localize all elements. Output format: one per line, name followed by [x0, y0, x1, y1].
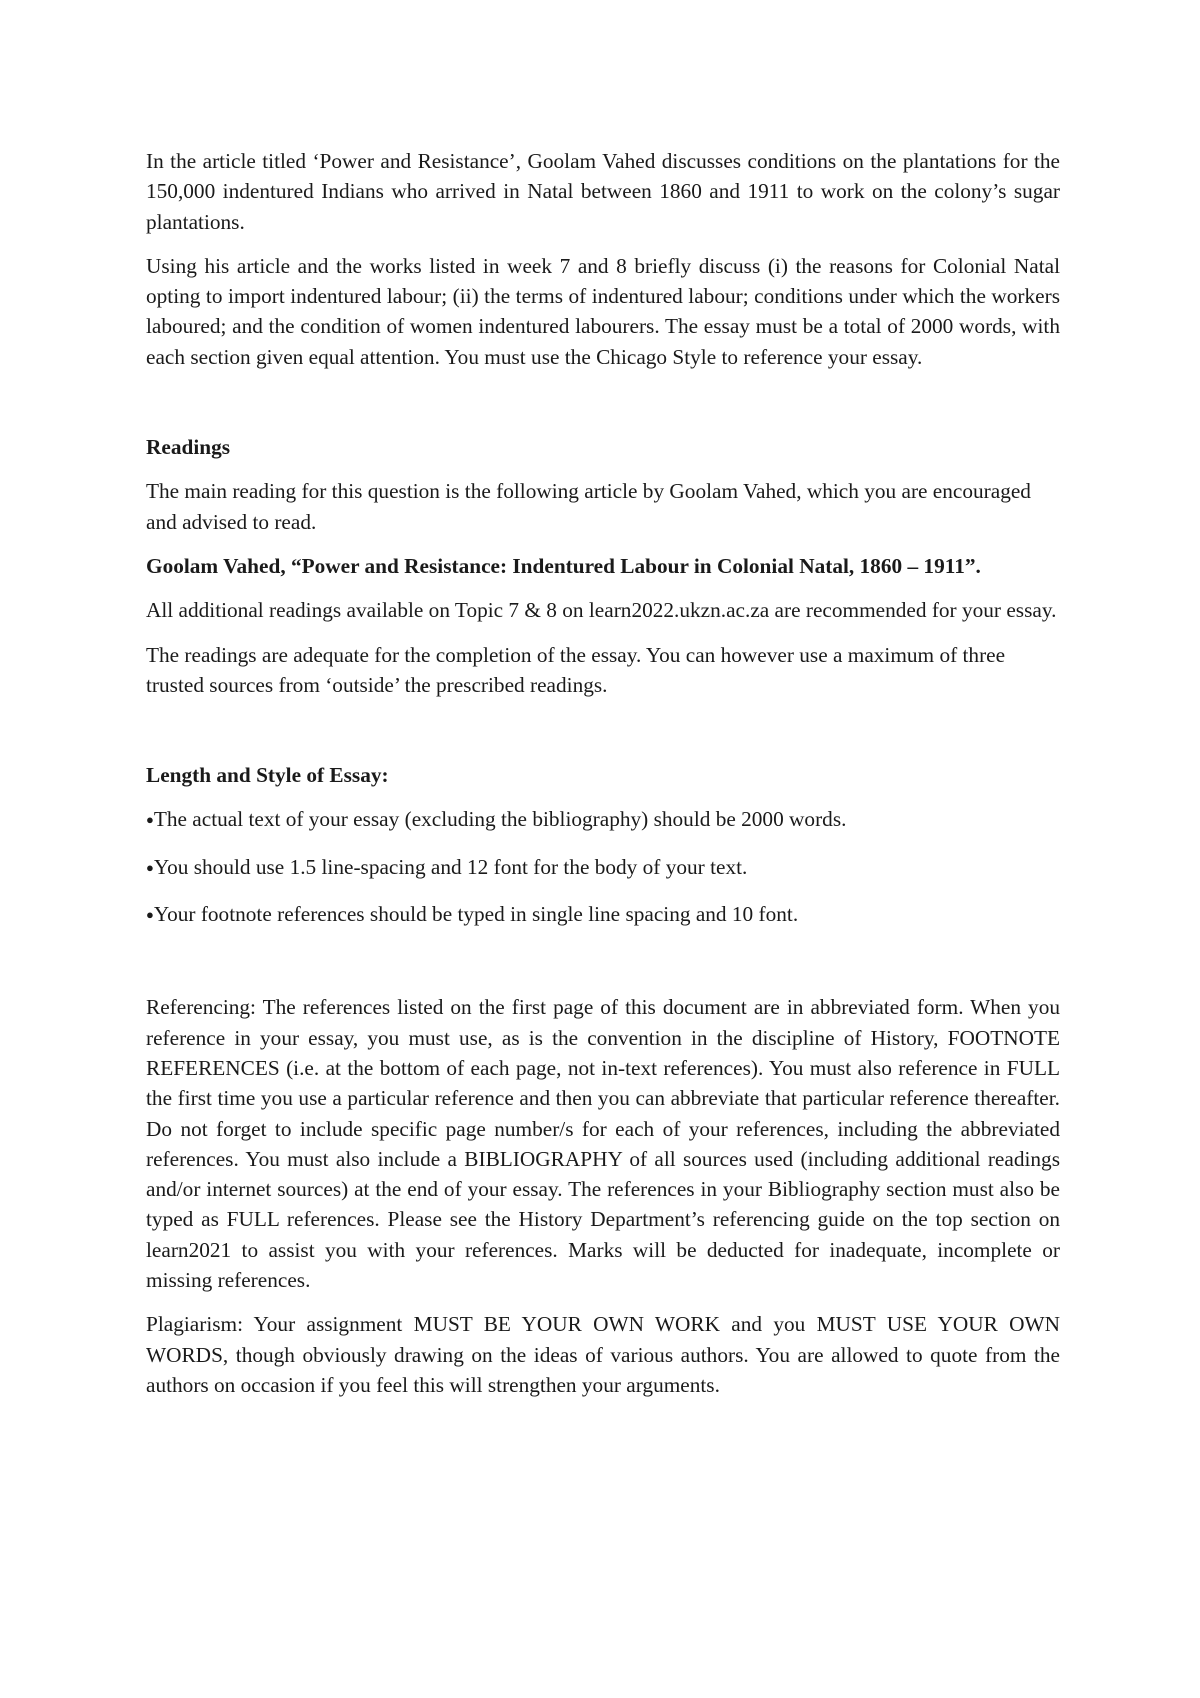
readings-heading: Readings: [146, 435, 231, 460]
referencing-paragraph: Referencing: The references listed on the first page of this document are in abbreviated form. When you reference in your essay, you must use, as is the convention in the discipline of History, FOOTNOTE REFERENCES (i.e. at the bottom of each page, not in-text references). You must also reference in FULL the first time you use a particular reference and then you can abbreviate that particular reference thereafter. Do not forget to include specific page number/s for each of your references, including the abbreviated references. You must also include a BIBLIOGRAPHY of all sources used (including additional readings and/or internet sources) at the end of your essay. The references in your Bibliography section must also be typed as FULL references. Please see the History Department’s referencing guide on the top section on learn2021 to assist you with your references. Marks will be deducted for inadequate, incomplete or missing references.: [146, 995, 1060, 1293]
bullet-item: [146, 899, 1060, 932]
intro-paragraph-1: In the article titled ‘Power and Resistance’, Goolam Vahed discusses conditions on the plantations for the 150,000 indentured Indians who arrived in Natal between 1860 and 1911 to work on the colony’s sugar plantations.: [146, 149, 1060, 234]
readings-paragraph-1: The main reading for this question is the following article by Goolam Vahed, which you are encouraged and advised to read.: [146, 479, 1031, 534]
main-reading-citation: Goolam Vahed, “Power and Resistance: Indentured Labour in Colonial Natal, 1860 – 1911”.: [146, 553, 981, 578]
readings-paragraph-3: The readings are adequate for the completion of the essay. You can however use a maximum of three trusted sources from ‘outside’ the prescribed readings.: [146, 642, 1006, 697]
section-spacer: [146, 946, 1060, 992]
bullet-icon: ●: [146, 907, 154, 923]
readings-paragraph-2: All additional readings available on Topic 7 & 8 on learn2022.ukzn.ac.za are recommended for your essay.: [146, 598, 1057, 623]
length-style-heading: Length and Style of Essay:: [146, 763, 389, 788]
bullet-item: [146, 852, 1060, 885]
bullet-icon: ●: [146, 812, 154, 828]
bullet-icon: ●: [146, 859, 154, 875]
bullet-text: You should use 1.5 line-spacing and 12 font for the body of your text.: [153, 854, 748, 879]
intro-paragraph-2: Using his article and the works listed in week 7 and 8 briefly discuss (i) the reasons for Colonial Natal opting to import indentured labour; (ii) the terms of indentured labour; conditions under which the workers laboured; and the condition of women indentured labourers. The essay must be a total of 2000 words, with each section given equal attention. You must use the Chicago Style to reference your essay.: [146, 253, 1060, 369]
bullet-item: [146, 804, 1060, 837]
bullet-text: The actual text of your essay (excluding the bibliography) should be 2000 words.: [153, 807, 847, 832]
bullet-text: Your footnote references should be typed in single line spacing and 10 font.: [153, 902, 799, 927]
section-spacer: [146, 714, 1060, 760]
section-spacer: [146, 386, 1060, 432]
document-body: [146, 146, 1060, 1414]
plagiarism-paragraph: Plagiarism: Your assignment MUST BE YOUR OWN WORK and you MUST USE YOUR OWN WORDS, though obviously drawing on the ideas of various authors. You are allowed to quote from the authors on occasion if you feel this will strengthen your arguments.: [146, 1312, 1060, 1397]
